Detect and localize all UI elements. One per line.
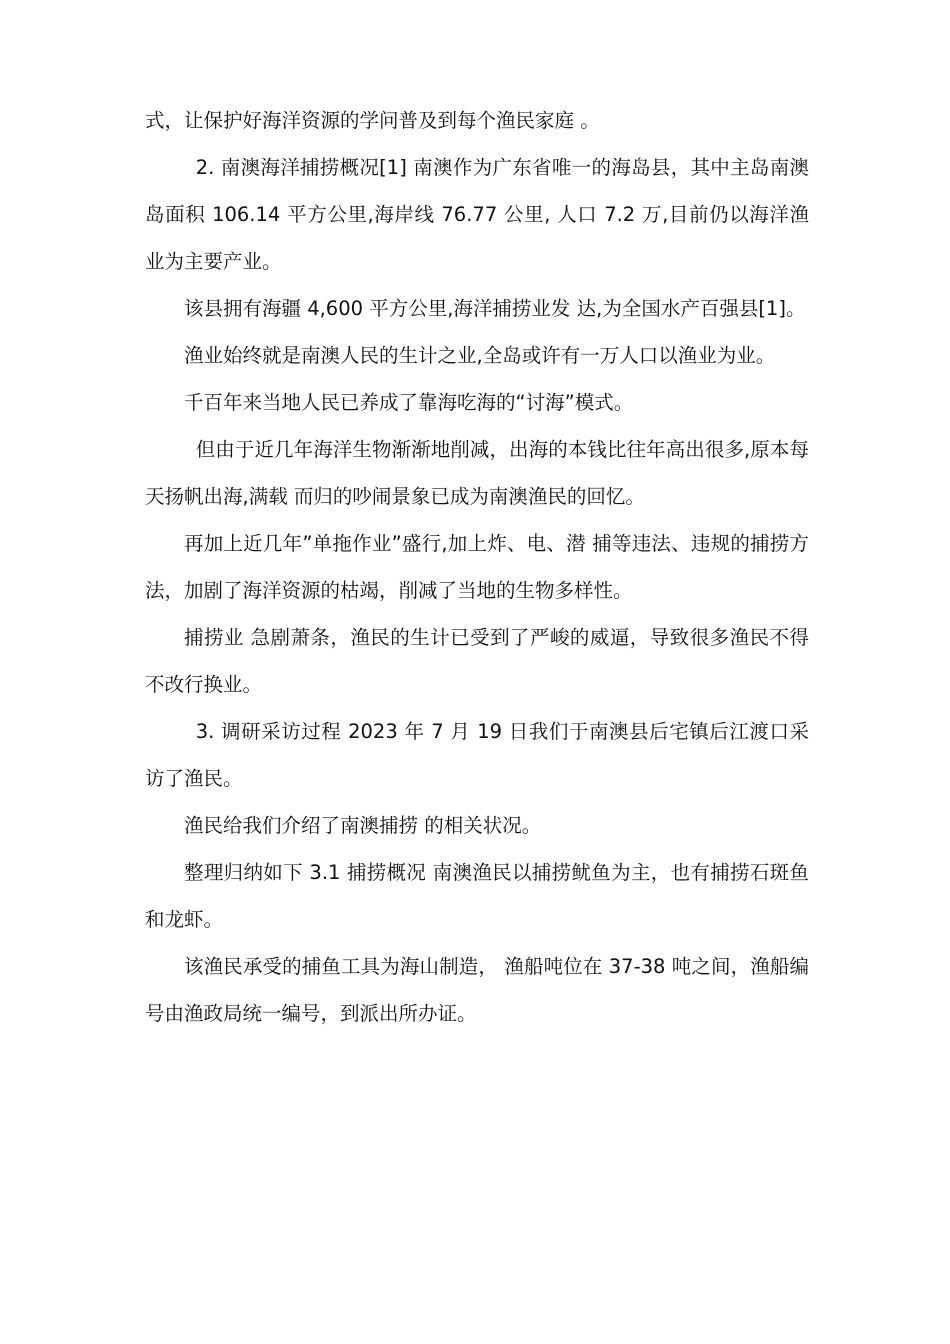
paragraph-industry-depression: 捕捞业 急剧萧条，渔民的生计已受到了严峻的威逼，导致很多渔民不得不改行换业。: [145, 626, 809, 696]
paragraph-tradition: 千百年来当地人民已养成了靠海吃海的“讨海”模式。: [184, 391, 634, 414]
paragraph-decline: 但由于近几年海洋生物渐渐地削减，出海的本钱比往年高出很多,原本每天扬帆出海,满载 而归的吵闹景象已成为南澳渔民的回忆。: [145, 438, 809, 508]
paragraph-continuation: 式，让保护好海洋资源的学问普及到每个渔民家庭 。: [145, 109, 600, 132]
paragraph-livelihood: 渔业始终就是南澳人民的生计之业,全岛或许有一万人口以渔业为业。: [184, 344, 776, 367]
paragraph-illegal-fishing: 再加上近几年”单拖作业”盛行,加上炸、电、潜 捕等违法、违规的捕捞方法，加剧了海洋资源的枯竭，削减了当地的生物多样性。: [145, 532, 809, 602]
paragraph-section-3: 3. 调研采访过程 2023 年 7 月 19 日我们于南澳县后宅镇后江渡口采访了渔民。: [145, 720, 809, 790]
paragraph-sea-area: 该县拥有海疆 4,600 平方公里,海洋捕捞业发 达,为全国水产百强县[1]。: [184, 297, 806, 320]
paragraph-introduction: 渔民给我们介绍了南澳捕捞 的相关状况。: [184, 814, 542, 837]
document-body: [145, 97, 809, 1037]
paragraph-summary-3-1: 整理归纳如下 3.1 捕捞概况 南澳渔民以捕捞鱿鱼为主，也有捕捞石斑鱼和龙虾。: [145, 861, 809, 931]
paragraph-boat-details: 该渔民承受的捕鱼工具为海山制造， 渔船吨位在 37-38 吨之间，渔船编号由渔政局统一编号，到派出所办证。: [145, 955, 809, 1025]
paragraph-section-2: 2. 南澳海洋捕捞概况[1] 南澳作为广东省唯一的海岛县，其中主岛南澳岛面积 106.14 平方公里,海岸线 76.77 公里, 人口 7.2 万,目前仍以海洋渔业为主要产业。: [145, 156, 809, 273]
